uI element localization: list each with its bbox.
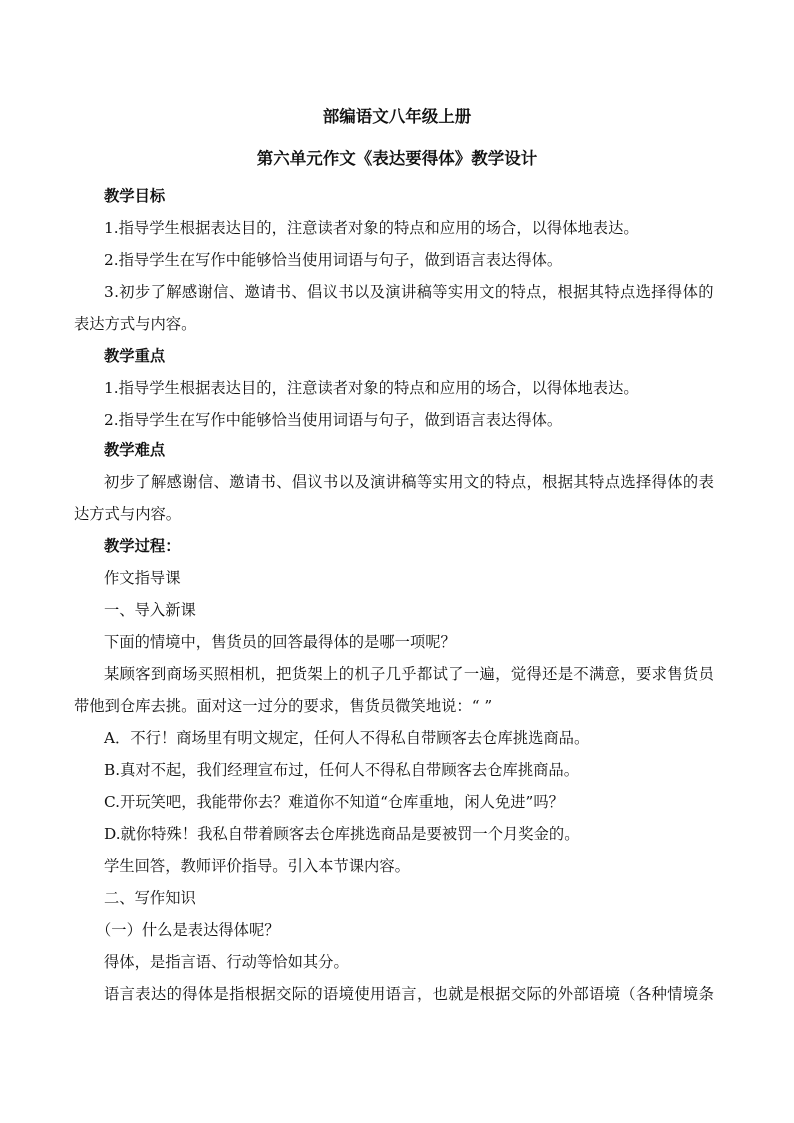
difficulty-item-continuation: 达方式与内容。 xyxy=(74,505,182,523)
difficulty-item: 初步了解感谢信、邀请书、倡议书以及演讲稿等实用文的特点，根据其特点选择得体的表 xyxy=(104,473,715,491)
section-heading: 二、写作知识 xyxy=(104,889,196,907)
goal-item-continuation: 表达方式与内容。 xyxy=(74,315,197,333)
process-line: 作文指导课 xyxy=(104,569,181,587)
goal-item: 1.指导学生根据表达目的，注意读者对象的特点和应用的场合，以得体地表达。 xyxy=(104,219,639,237)
process-line: 一、导入新课 xyxy=(104,601,196,619)
goals-heading: 教学目标 xyxy=(104,187,166,205)
option-c: C.开玩笑吧，我能带你去？难道你不知道“仓库重地，闲人免进”吗？ xyxy=(104,793,564,811)
focus-item: 1.指导学生根据表达目的，注意读者对象的特点和应用的场合，以得体地表达。 xyxy=(104,379,639,397)
goal-item: 2.指导学生在写作中能够恰当使用词语与句子，做到语言表达得体。 xyxy=(104,251,563,269)
subsection-heading: （一）什么是表达得体呢？ xyxy=(96,921,280,939)
difficulty-heading: 教学难点 xyxy=(104,441,166,459)
process-line: 得体，是指言语、行动等恰如其分。 xyxy=(104,953,349,971)
option-a: A．不行！商场里有明文规定，任何人不得私自带顾客去仓库挑选商品。 xyxy=(104,729,590,747)
goal-item: 3.初步了解感谢信、邀请书、倡议书以及演讲稿等实用文的特点，根据其特点选择得体的 xyxy=(104,283,714,301)
option-b: B.真对不起，我们经理宣布过，任何人不得私自带顾客去仓库挑商品。 xyxy=(104,761,580,779)
process-line: 下面的情境中，售货员的回答最得体的是哪一项呢？ xyxy=(104,633,456,651)
document-subtitle: 第六单元作文《表达要得体》教学设计 xyxy=(256,149,538,168)
process-line: 某顾客到商场买照相机，把货架上的机子几乎都试了一遍，觉得还是不满意，要求售货员 xyxy=(104,665,715,683)
process-line-continuation: 带他到仓库去挑。面对这一过分的要求，售货员微笑地说：“ ” xyxy=(74,697,493,715)
focus-heading: 教学重点 xyxy=(104,347,166,365)
document-title: 部编语文八年级上册 xyxy=(322,107,472,126)
focus-item: 2.指导学生在写作中能够恰当使用词语与句子，做到语言表达得体。 xyxy=(104,411,563,429)
option-d: D.就你特殊！我私自带着顾客去仓库挑选商品是要被罚一个月奖金的。 xyxy=(104,825,580,843)
process-heading: 教学过程： xyxy=(104,537,181,555)
process-line: 学生回答，教师评价指导。引入本节课内容。 xyxy=(104,857,410,875)
process-line: 语言表达的得体是指根据交际的语境使用语言，也就是根据交际的外部语境（各种情境条 xyxy=(104,985,715,1003)
